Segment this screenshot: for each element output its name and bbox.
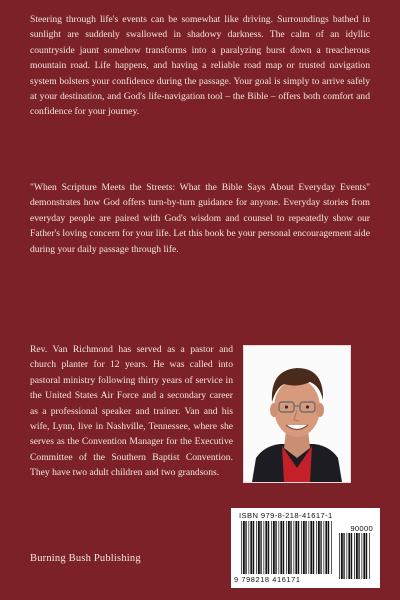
barcode-bar bbox=[339, 533, 340, 579]
isbn-barcode bbox=[231, 508, 380, 588]
barcode-bar bbox=[316, 521, 317, 574]
barcode-bar bbox=[256, 521, 257, 574]
barcode-bar bbox=[363, 533, 365, 579]
barcode-bar bbox=[243, 521, 245, 574]
barcode-bar bbox=[294, 521, 295, 574]
barcode-bar bbox=[369, 533, 370, 579]
author-portrait-image bbox=[244, 346, 350, 482]
publisher-name: Burning Bush Publishing bbox=[30, 553, 141, 564]
isbn-digits: 9 798218 416171 bbox=[234, 575, 301, 584]
barcode-bar bbox=[288, 521, 290, 574]
barcode-bar bbox=[275, 521, 276, 574]
barcode-bar bbox=[260, 521, 261, 574]
barcode-bar bbox=[305, 521, 306, 574]
barcode-bar bbox=[295, 521, 297, 574]
price-code: 90000 bbox=[350, 524, 373, 533]
description-paragraph-2: "When Scripture Meets the Streets: What the Bible Says About Everyday Events" demonstrates how God offers turn-by-turn guidance for anyone. Everyday stories from everyday people are paired with God's wisdom and counsel to repeatedly show our Father's loving concern for your life. Let this book be your personal encouragement aide during your daily passage through life. bbox=[30, 182, 370, 255]
barcode-bar bbox=[341, 533, 343, 579]
barcode-bar bbox=[303, 521, 305, 574]
barcode-bar bbox=[348, 533, 350, 579]
barcode-bar bbox=[362, 533, 363, 579]
barcode-bar bbox=[358, 533, 359, 579]
author-photo bbox=[243, 345, 351, 483]
barcode-bar bbox=[313, 521, 314, 574]
barcode-bar bbox=[343, 533, 344, 579]
isbn-label: ISBN 979-8-218-41617-1 bbox=[239, 511, 333, 520]
barcode-bar bbox=[298, 521, 299, 574]
barcode-bar bbox=[258, 521, 260, 574]
barcode-bar bbox=[250, 521, 252, 574]
barcode-bar bbox=[301, 521, 302, 574]
barcode-bar bbox=[366, 533, 367, 579]
barcode-bar bbox=[245, 521, 246, 574]
barcode-bar bbox=[253, 521, 254, 574]
barcode-bar bbox=[249, 521, 250, 574]
barcode-bar bbox=[279, 521, 280, 574]
barcode-bar bbox=[354, 533, 355, 579]
barcode-bar bbox=[331, 521, 332, 574]
barcode-bar bbox=[324, 521, 325, 574]
barcode-bar bbox=[318, 521, 320, 574]
barcode-bar bbox=[328, 521, 329, 574]
description-paragraph-1: Steering through life's events can be somewhat like driving. Surroundings bathed in sunlight are suddenly swallowed in shadowy darkness. The calm of an idyllic countryside jaunt somehow transforms into a paralyzing burst down a treacherous mountain road. Life happens, and having a reliable road map or trusted navigation system bolsters your confidence during the passage. Your goal is simply to arrive safely at your destination, and God's life-navigation tool – the Bible – offers both comfort and confidence for your journey. bbox=[30, 14, 370, 118]
barcode-bar bbox=[283, 521, 284, 574]
barcode-bar bbox=[351, 533, 352, 579]
barcode-bar bbox=[280, 521, 282, 574]
barcode-bar bbox=[273, 521, 275, 574]
barcode-bar bbox=[347, 533, 348, 579]
barcode-bar bbox=[286, 521, 287, 574]
barcode-bar bbox=[320, 521, 321, 574]
barcode-bar bbox=[309, 521, 310, 574]
barcode-bar bbox=[356, 533, 358, 579]
author-bio: Rev. Van Richmond has served as a pastor and church planter for 12 years. He was called into pastoral ministry following thirty years of service in the United States Air Force and a secondary career as a professional speaker and trainer. Van and his wife, Lynn, live in Nashville, Tennessee, where she serves as the Convention Manager for the Executive Committee of the Southern Baptist Convention. They have two adult children and two grandsons. bbox=[30, 344, 233, 479]
barcode-bar bbox=[268, 521, 269, 574]
barcode-bar bbox=[325, 521, 327, 574]
barcode-bar bbox=[271, 521, 272, 574]
barcode-bar bbox=[264, 521, 265, 574]
barcode-bar bbox=[310, 521, 312, 574]
barcode-bar bbox=[265, 521, 267, 574]
barcode-bar bbox=[290, 521, 291, 574]
barcode-bar bbox=[241, 521, 242, 574]
